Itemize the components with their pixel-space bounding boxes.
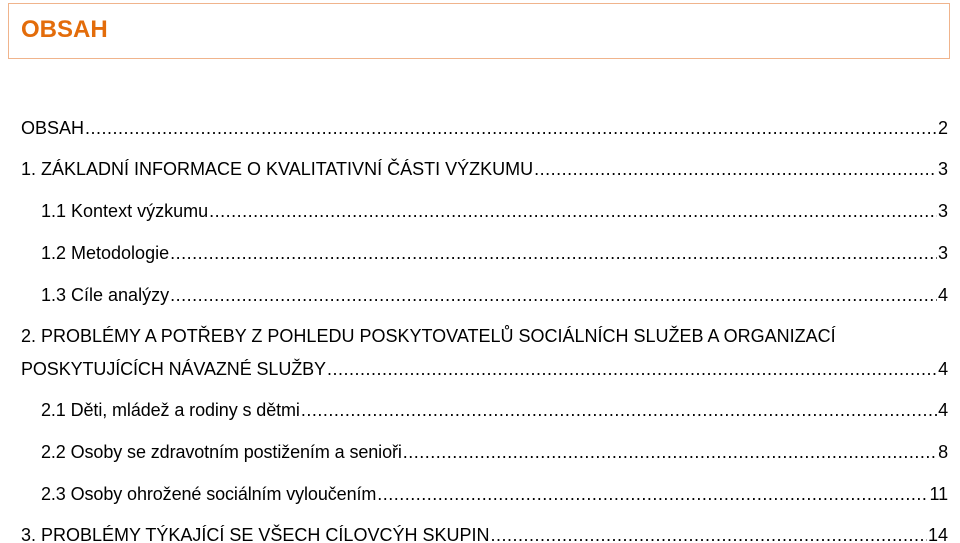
toc-entry-label: 1.2 Metodologie [41,243,170,263]
toc-leader-dots [534,157,937,181]
toc-page-number: 3 [937,243,948,263]
toc-entry-section-2-2[interactable] [41,440,948,464]
toc-entry-label: 2.3 Osoby ohrožené sociálním vyloučením [41,484,377,504]
toc-entry-obsah[interactable] [21,116,948,140]
toc-entry-section-2[interactable] [21,357,948,381]
toc-leader-dots [403,440,937,464]
toc-entry-label: 2.2 Osoby se zdravotním postižením a senioři [41,442,402,462]
toc-entry-label: 1. ZÁKLADNÍ INFORMACE O KVALITATIVNÍ ČÁSTI VÝZKUMU [21,159,534,179]
toc-entry-section-1-2[interactable] [41,241,948,265]
toc-entry-label: 2.1 Děti, mládež a rodiny s dětmi [41,400,300,420]
toc-page-number: 4 [938,400,948,420]
toc-entry-section-2-line1[interactable] [21,324,948,348]
toc-leader-dots [85,116,937,140]
toc-entry-section-3[interactable] [21,523,948,543]
toc-entry-label: 2. PROBLÉMY A POTŘEBY Z POHLEDU POSKYTOVATELŮ SOCIÁLNÍCH SLUŽEB A ORGANIZACÍ [21,326,836,346]
toc-entry-section-2-1[interactable] [41,398,948,422]
toc-page-number: 4 [938,359,948,379]
toc-entry-label: 1.3 Cíle analýzy [41,285,170,305]
toc-leader-dots [170,283,937,307]
toc-entry-section-1-3[interactable] [41,283,948,307]
toc-page-number: 3 [937,159,948,179]
toc-leader-dots [377,482,928,506]
toc-leader-dots [301,398,937,422]
toc-entry-label: 1.1 Kontext výzkumu [41,201,209,221]
page-title: OBSAH [21,16,108,43]
toc-leader-dots [209,199,937,223]
toc-leader-dots [490,523,926,543]
toc-entry-label: POSKYTUJÍCÍCH NÁVAZNÉ SLUŽBY [21,359,326,379]
toc-entry-section-1-1[interactable] [41,199,948,223]
toc-page-number: 8 [938,442,948,462]
toc-entry-label: 3. PROBLÉMY TÝKAJÍCÍ SE VŠECH CÍLOVCÝH SKUPIN [21,525,490,543]
toc-page-number: 11 [929,484,948,504]
toc-leader-dots [170,241,937,265]
toc-entry-label: OBSAH [21,118,85,138]
toc-page-number: 14 [927,525,948,543]
toc-entry-section-2-3[interactable] [41,482,948,506]
toc-page-number: 4 [937,285,948,305]
toc-page-number: 2 [937,118,948,138]
heading-box [8,3,950,59]
toc-leader-dots [327,357,937,381]
toc-entry-section-1[interactable] [21,157,948,181]
toc-page-number: 3 [937,201,948,221]
